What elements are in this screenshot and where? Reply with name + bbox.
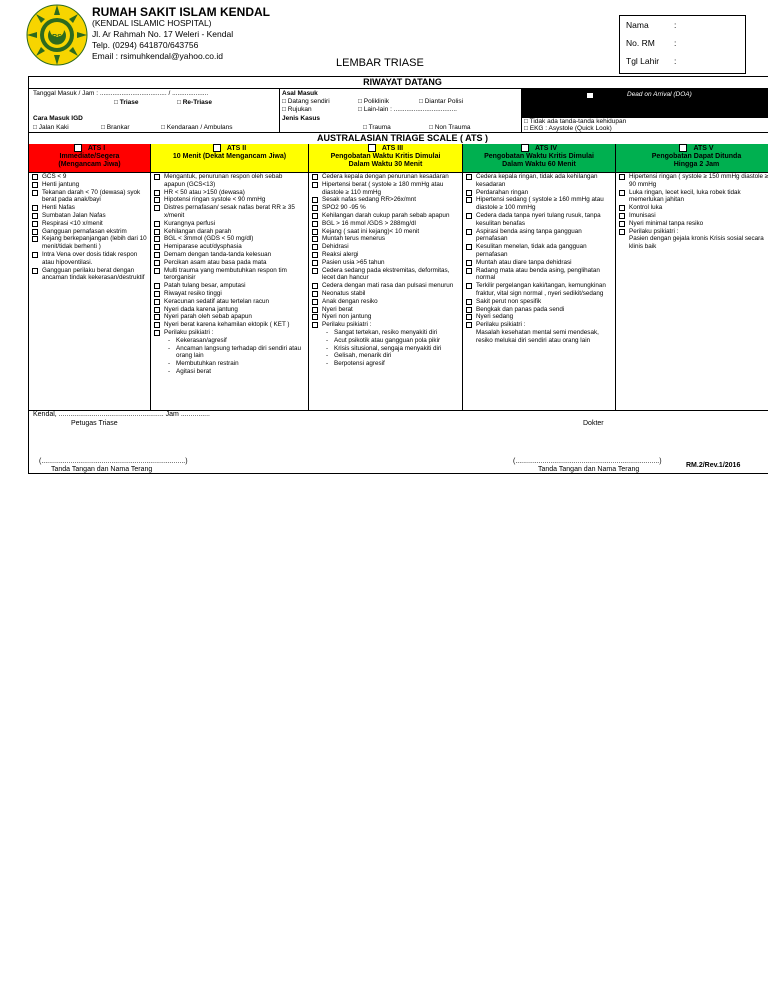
form-title: LEMBAR TRIASE xyxy=(336,57,424,69)
divider xyxy=(279,89,280,132)
ats-item-checkbox[interactable]: Dehidrasi xyxy=(312,243,459,251)
hospital-phone: Telp. (0294) 641870/643756 xyxy=(92,40,199,50)
name-label: Nama xyxy=(626,20,649,30)
patient-dob-field[interactable] xyxy=(626,56,677,66)
ats-sub2: (Mengancam Jiwa) xyxy=(58,160,121,168)
ats-header-3 xyxy=(309,144,463,172)
dob-label: Tgl Lahir xyxy=(626,56,660,66)
ats-note: Masalah kesehatan mental semi mendesak, resiko melukai diri sendiri atau orang lain xyxy=(476,328,599,344)
ats-item-checkbox[interactable]: Sumbatan Jalan Nafas xyxy=(32,212,147,220)
ats-item-checkbox[interactable]: Perilaku psikiatri : xyxy=(466,321,612,329)
ats-item-checkbox[interactable]: Henti Nafas xyxy=(32,204,147,212)
ats-item-checkbox[interactable]: Nyeri dada karena jantung xyxy=(154,306,305,314)
hospital-email: Email : rsimuhkendal@yahoo.co.id xyxy=(92,51,223,61)
ats-item-checkbox[interactable]: Perilaku psikiatri : xyxy=(312,321,459,329)
asal-masuk-title: Asal Masuk xyxy=(282,90,318,97)
ats-item-checkbox[interactable]: Terkilir pergelangan kaki/tangan, kemungkinan fraktur, vital sign normal , nyeri sedikit/sedang xyxy=(466,282,612,298)
ats-subitem: - Membutuhkan restrain xyxy=(154,360,305,368)
ats-item-checkbox[interactable]: Tekanan darah < 70 (dewasa) syok berat pada anak/bayi xyxy=(32,189,147,205)
ats-column-3 xyxy=(309,172,463,410)
hospital-name-en: (KENDAL ISLAMIC HOSPITAL) xyxy=(92,18,212,28)
ats-item-checkbox[interactable]: Nyeri minimal tanpa resiko xyxy=(619,220,768,228)
ats-subitem: - Krisis situsional, sengaja menyakiti diri xyxy=(312,345,459,353)
ekg-checkbox[interactable]: □ EKG : Asystole (Quick Look) xyxy=(524,125,612,132)
ats-item-checkbox[interactable]: Kehilangan darah cukup parah sebab apapun xyxy=(312,212,459,220)
ats-header-1 xyxy=(29,144,151,172)
ats-item-checkbox[interactable]: Perilaku psikiatri : xyxy=(619,228,768,236)
ats-item-checkbox[interactable]: Pasien usia >65 tahun xyxy=(312,259,459,267)
ats-subitem: - Sangat tertekan, resiko menyakiti diri xyxy=(312,329,459,337)
ats-4-checkbox[interactable] xyxy=(521,144,529,152)
ats-item-checkbox[interactable]: Kejang ( saat ini kejang)< 10 menit xyxy=(312,228,459,236)
ats-item-checkbox[interactable]: Hipertensi sedang ( systole ≥ 160 mmHg atau diastole ≥ 100 mmHg xyxy=(466,196,612,212)
ats-sub1: 10 Menit (Dekat Mengancam Jiwa) xyxy=(172,152,287,160)
datang-sendiri-checkbox[interactable]: □ Datang sendiri xyxy=(282,98,330,105)
jalan-kaki-checkbox[interactable]: □ Jalan Kaki xyxy=(33,124,69,131)
ats-name: ATS II xyxy=(226,144,247,152)
hospital-address: Jl. Ar Rahmah No. 17 Weleri - Kendal xyxy=(92,29,234,39)
lain-lain-checkbox[interactable]: □ Lain-lain : ................................... xyxy=(358,106,457,113)
ats-5-checkbox[interactable] xyxy=(679,144,687,152)
rm-label: No. RM xyxy=(626,38,655,48)
ats-item-checkbox[interactable]: Respirasi <10 x/menit xyxy=(32,220,147,228)
ats-header-5 xyxy=(616,144,768,172)
ats-1-checkbox[interactable] xyxy=(74,144,82,152)
ats-item-checkbox[interactable]: Cedera dada tanpa nyeri tulang rusuk, tanpa kesulitan benafas xyxy=(466,212,612,228)
ats-sub1: Pengobatan Dapat Ditunda xyxy=(651,152,742,160)
ats-item-checkbox[interactable]: Gangguan pernafasan ekstrim xyxy=(32,228,147,236)
ats-item-checkbox[interactable]: Percikan asam atau basa pada mata xyxy=(154,259,305,267)
ats-item-checkbox[interactable]: Luka ringan, lecet kecil, luka robek tidak memerlukan jahitan xyxy=(619,189,768,205)
ats-title: AUSTRALASIAN TRIAGE SCALE ( ATS ) xyxy=(29,133,768,145)
ats-subitem: - Kekerasan/agresif xyxy=(154,337,305,345)
ats-item-checkbox[interactable]: Cedera sedang pada ekstremitas, deformitas, lecet dan hancur xyxy=(312,267,459,283)
ats-sub2: Hingga 2 Jam xyxy=(673,160,720,168)
tidak-ada-tanda-checkbox[interactable]: □ Tidak ada tanda-tanda kehidupan xyxy=(524,118,627,125)
ats-item-checkbox[interactable]: Kesulitan menelan, tidak ada gangguan pernafasan xyxy=(466,243,612,259)
petugas-signature-line[interactable]: (..........................................................................) xyxy=(39,458,188,465)
patient-id-box xyxy=(619,15,746,74)
ats-header-4 xyxy=(463,144,616,172)
ats-item-checkbox[interactable]: Neonatus stabil xyxy=(312,290,459,298)
hospital-name: RUMAH SAKIT ISLAM KENDAL xyxy=(92,5,270,19)
re-triase-checkbox[interactable]: □ Re-Triase xyxy=(177,99,212,106)
ats-item-checkbox[interactable]: Aspirasi benda asing tanpa gangguan pernafasan xyxy=(466,228,612,244)
ats-item-checkbox[interactable]: Henti jantung xyxy=(32,181,147,189)
name-colon: : xyxy=(674,20,677,30)
ats-item-checkbox[interactable]: Nyeri berat karena kehamilan ektopik ( KET ) xyxy=(154,321,305,329)
ats-name: ATS III xyxy=(381,144,404,152)
non-trauma-checkbox[interactable]: □ Non Trauma xyxy=(429,124,471,131)
ats-item-checkbox[interactable]: Hemiparase acut/dysphasia xyxy=(154,243,305,251)
ats-item-checkbox[interactable]: Cedera kepala dengan penurunan kesadaran xyxy=(312,173,459,181)
trauma-checkbox[interactable]: □ Trauma xyxy=(363,124,391,131)
patient-name-field[interactable] xyxy=(626,20,677,30)
ats-item-checkbox[interactable]: Demam dengan tanda-tanda kelesuan xyxy=(154,251,305,259)
ats-2-checkbox[interactable] xyxy=(213,144,221,152)
ats-item-checkbox[interactable]: Hipertensi ringan ( systole ≥ 150 mmHg diastole ≥ 90 mmHg xyxy=(619,173,768,189)
rujukan-checkbox[interactable]: □ Rujukan xyxy=(282,106,312,113)
ats-sub1: Pengobatan Waktu Kritis Dimulai xyxy=(330,152,441,160)
kendal-date-line[interactable]: Kendal, ...................................................... Jam ............... xyxy=(33,411,210,418)
ats-item-checkbox[interactable]: Muntah atau diare tanpa dehidrasi xyxy=(466,259,612,267)
ats-item-checkbox[interactable]: Kurangnya perfusi xyxy=(154,220,305,228)
ats-item-checkbox[interactable]: Anak dengan resiko xyxy=(312,298,459,306)
svg-text:RS: RS xyxy=(52,34,62,41)
ats-item-checkbox[interactable]: Distres pernafasan/ sesak nafas berat RR ≥ 35 x/menit xyxy=(154,204,305,220)
dokter-ttd-label: Tanda Tangan dan Nama Terang xyxy=(538,466,640,473)
ats-item-checkbox[interactable]: Riwayat resiko tinggi xyxy=(154,290,305,298)
doa-label: Dead on Arrival (DOA) xyxy=(627,91,692,98)
petugas-label: Petugas Triase xyxy=(71,420,118,427)
riwayat-title: RIWAYAT DATANG xyxy=(29,77,768,89)
hospital-logo-icon xyxy=(26,4,88,66)
form-code: RM.2/Rev.1/2016 xyxy=(686,462,741,469)
ats-subitem: - Ancaman langsung terhadap diri sendiri atau orang lain xyxy=(154,345,305,361)
patient-rm-field[interactable] xyxy=(626,38,677,48)
ats-item-checkbox[interactable]: Kontrol luka xyxy=(619,204,768,212)
ats-3-checkbox[interactable] xyxy=(368,144,376,152)
ats-item-checkbox[interactable]: Bengkak dan panas pada sendi xyxy=(466,306,612,314)
triage-form xyxy=(28,76,768,474)
ats-item-checkbox[interactable]: Reaksi alergi xyxy=(312,251,459,259)
rm-colon: : xyxy=(674,38,677,48)
ats-item-checkbox[interactable]: Keracunan sedatif atau tertelan racun xyxy=(154,298,305,306)
jenis-kasus-title: Jenis Kasus xyxy=(282,115,320,122)
ats-name: ATS I xyxy=(87,144,106,152)
brankar-checkbox[interactable]: □ Brankar xyxy=(101,124,130,131)
poliklinik-checkbox[interactable]: □ Poliklinik xyxy=(358,98,390,105)
ats-subitem: - Berpotensi agresif xyxy=(312,360,459,368)
ats-item-checkbox[interactable]: Muntah terus menerus xyxy=(312,235,459,243)
doa-box xyxy=(521,89,768,117)
ats-column-4 xyxy=(463,172,616,410)
ats-subitem: - Acut psikotik atau gangguan pola pikir xyxy=(312,337,459,345)
ats-item-checkbox[interactable]: Nyeri parah oleh sebab apapun xyxy=(154,313,305,321)
ats-name: ATS IV xyxy=(534,144,558,152)
ats-item-checkbox[interactable]: Nyeri berat xyxy=(312,306,459,314)
dokter-signature-line[interactable]: (..........................................................................) xyxy=(513,458,662,465)
ats-column-5 xyxy=(616,172,768,410)
ats-sub2: Dalam Waktu 30 Menit xyxy=(348,160,423,168)
ats-item-checkbox[interactable]: Intra Vena over dosis tidak respon atau hipoventilasi. xyxy=(32,251,147,267)
ats-column-2 xyxy=(151,172,309,410)
ats-item-checkbox[interactable]: Kehilangan darah parah xyxy=(154,228,305,236)
ats-item-checkbox[interactable]: Multi trauma yang membutuhkan respon tim terorganisir xyxy=(154,267,305,283)
ats-item-checkbox[interactable]: Cedera dengan mati rasa dan pulsasi menurun xyxy=(312,282,459,290)
ats-item-checkbox[interactable]: HR < 50 atau >150 (dewasa) xyxy=(154,189,305,197)
ats-note: Pasien dengan gejala kronis Krisis sosial secara klinis baik xyxy=(629,235,764,251)
ats-item-checkbox[interactable]: Mengantuk, penurunan respon oleh sebab apapun (GCS<13) xyxy=(154,173,305,189)
ats-item-checkbox[interactable]: Kejang berkepanjangan (lebih dari 10 menit/tidak berhenti ) xyxy=(32,235,147,251)
ats-item-checkbox[interactable]: Cedera kepala ringan, tidak ada kehilangan kesadaran xyxy=(466,173,612,189)
tanggal-masuk[interactable]: Tanggal Masuk / Jam : ..................................... / .................... xyxy=(33,90,209,97)
ats-sub1: Pengobatan Waktu Kritis Dimulai xyxy=(484,152,594,160)
kendaraan-checkbox[interactable]: □ Kendaraan / Ambulans xyxy=(161,124,233,131)
ats-item-checkbox[interactable]: Nyeri sedang xyxy=(466,313,612,321)
ats-sub1: Immediate/Segera xyxy=(59,152,120,160)
ats-item-checkbox[interactable]: Sakit perut non spesifik xyxy=(466,298,612,306)
ats-item-checkbox[interactable]: Perdarahan ringan xyxy=(466,189,612,197)
ats-item-checkbox[interactable]: Patah tulang besar, amputasi xyxy=(154,282,305,290)
ats-item-checkbox[interactable]: Imunisasi xyxy=(619,212,768,220)
ats-column-1 xyxy=(29,172,151,410)
ats-item-checkbox[interactable]: Nyeri non jantung xyxy=(312,313,459,321)
ats-item-checkbox[interactable]: Hipotensi ringan systole < 90 mmHg xyxy=(154,196,305,204)
ats-item-checkbox[interactable]: Perilaku psikiatri : xyxy=(154,329,305,337)
ats-item-checkbox[interactable]: GCS < 9 xyxy=(32,173,147,181)
triase-checkbox[interactable]: □ Triase xyxy=(114,99,139,106)
ats-item-checkbox[interactable]: Hipertensi berat ( systole ≥ 180 mmHg atau diastole ≥ 110 mmHg xyxy=(312,181,459,197)
dokter-label: Dokter xyxy=(583,420,604,427)
ats-subitem: - Gelisah, menarik diri xyxy=(312,352,459,360)
ats-item-checkbox[interactable]: BGL < 3mmol (GDS < 50 mg/dl) xyxy=(154,235,305,243)
dob-colon: : xyxy=(674,56,677,66)
ats-item-checkbox[interactable]: SPO2 90 -95 % xyxy=(312,204,459,212)
diantar-polisi-checkbox[interactable]: □ Diantar Polisi xyxy=(419,98,464,105)
ats-header-2 xyxy=(151,144,309,172)
ats-item-checkbox[interactable]: Gangguan perilaku berat dengan ancaman tindak kekerasan/destruktif xyxy=(32,267,147,283)
cara-masuk-title: Cara Masuk IGD xyxy=(33,115,83,122)
doa-checkbox[interactable] xyxy=(587,93,593,98)
ats-item-checkbox[interactable]: Sesak nafas sedang RR>26x/mnt xyxy=(312,196,459,204)
ats-name: ATS V xyxy=(693,144,714,152)
petugas-ttd-label: Tanda Tangan dan Nama Terang xyxy=(51,466,153,473)
ats-sub2: Dalam Waktu 60 Menit xyxy=(502,160,576,168)
ats-item-checkbox[interactable]: Radang mata atau benda asing, penglihatan normal xyxy=(466,267,612,283)
ats-item-checkbox[interactable]: BGL > 16 mmol /GDS > 288mg/dl xyxy=(312,220,459,228)
ats-subitem: - Agitasi berat xyxy=(154,368,305,376)
